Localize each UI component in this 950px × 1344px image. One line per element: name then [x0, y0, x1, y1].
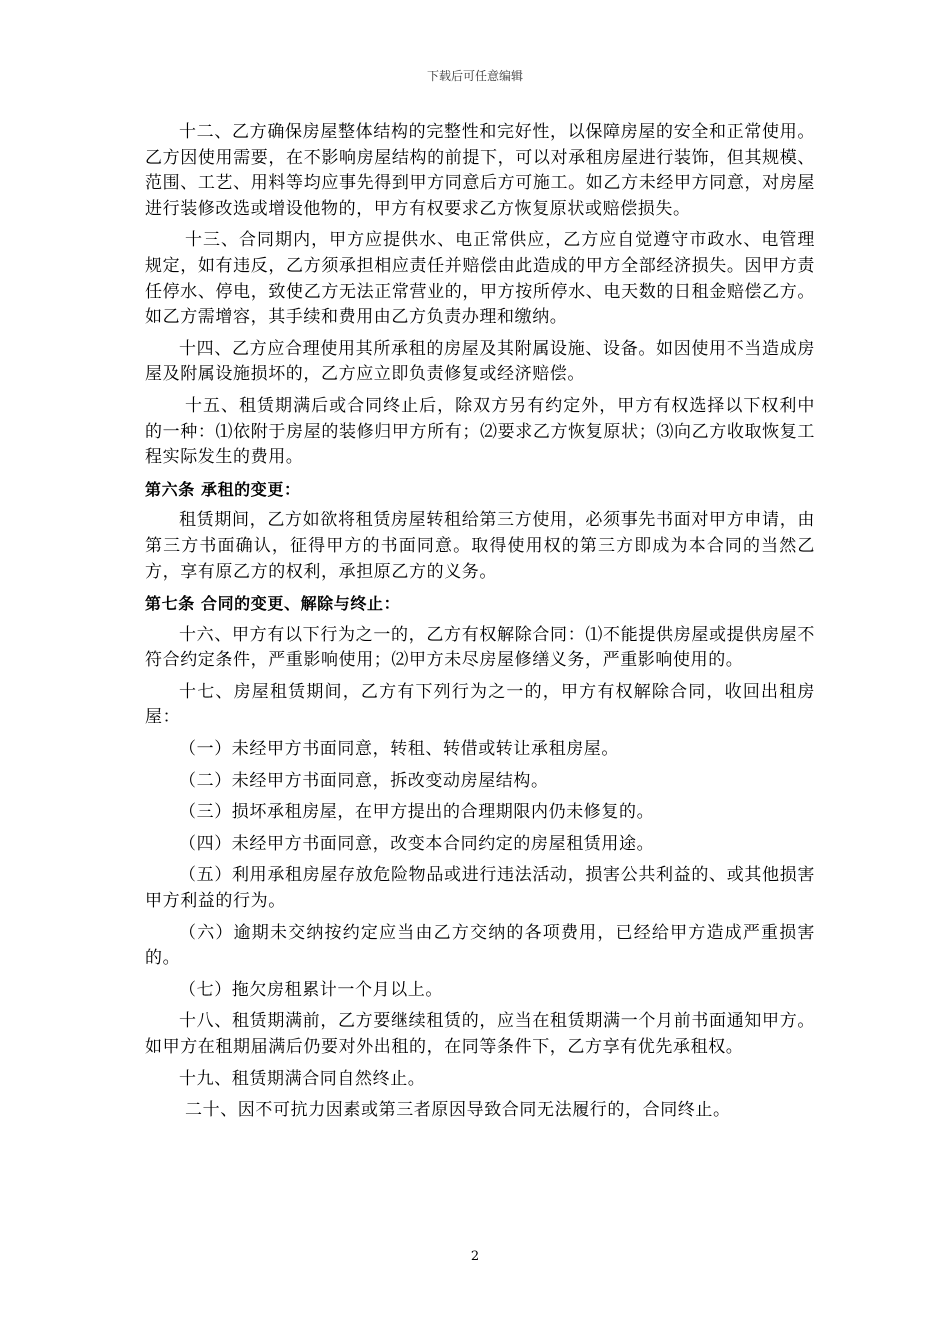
clause-17-item-2: （二）未经甲方书面同意，拆改变动房屋结构。 [179, 770, 549, 791]
clause-16: 十六、甲方有以下行为之一的，乙方有权解除合同：⑴不能提供房屋或提供房屋不符合约定条件，严重影响使用；⑵甲方未尽房屋修缮义务，严重影响使用的。 [145, 624, 815, 671]
clause-17: 十七、房屋租赁期间，乙方有下列行为之一的，甲方有权解除合同，收回出租房屋： [145, 681, 815, 728]
clause-17-item-1: （一）未经甲方书面同意，转租、转借或转让承租房屋。 [179, 739, 619, 760]
clause-17-item-6: （六）逾期未交纳按约定应当由乙方交纳的各项费用，已经给甲方造成严重损害的。 [145, 922, 815, 969]
clause-12: 十二、乙方确保房屋整体结构的完整性和完好性，以保障房屋的安全和正常使用。乙方因使用需要，在不影响房屋结构的前提下，可以对承租房屋进行装饰，但其规模、范围、工艺、用料等均应事先得到甲方同意后方可施工。如乙方未经甲方同意，对房屋进行装修改选或增设他物的，甲方有权要求乙方恢复原状或赔偿损失。 [145, 122, 815, 219]
page-number: 2 [470, 1249, 480, 1264]
clause-13: 十三、合同期内，甲方应提供水、电正常供应，乙方应自觉遵守市政水、电管理规定，如有违反，乙方须承担相应责任并赔偿由此造成的甲方全部经济损失。因甲方责任停水、停电，致使乙方无法正常营业的，甲方按所停水、电天数的日租金赔偿乙方。如乙方需增容，其手续和费用由乙方负责办理和缴纳。 [145, 230, 815, 328]
article-6-heading: 第六条 承租的变更： [145, 479, 301, 499]
clause-17-item-5: （五）利用承租房屋存放危险物品或进行违法活动，损害公共利益的、或其他损害甲方利益的行为。 [145, 865, 815, 912]
document-body [145, 120, 815, 1130]
clause-15: 十五、租赁期满后或合同终止后，除双方另有约定外，甲方有权选择以下权利中的一种：⑴依附于房屋的装修归甲方所有；⑵要求乙方恢复原状；⑶向乙方收取恢复工程实际发生的费用。 [145, 395, 815, 468]
article-6-body: 租赁期间，乙方如欲将租赁房屋转租给第三方使用，必须事先书面对甲方申请，由第三方书面确认，征得甲方的书面同意。取得使用权的第三方即成为本合同的当然乙方，享有原乙方的权利，承担原乙方的义务。 [145, 510, 815, 582]
clause-17-item-7: （七）拖欠房租累计一个月以上。 [179, 979, 443, 1000]
clause-18: 十八、租赁期满前，乙方要继续租赁的，应当在租赁期满一个月前书面通知甲方。如甲方在租期届满后仍要对外出租的，在同等条件下，乙方享有优先承租权。 [145, 1011, 815, 1057]
clause-17-item-3: （三）损坏承租房屋，在甲方提出的合理期限内仍未修复的。 [179, 802, 655, 823]
clause-19: 十九、租赁期满合同自然终止。 [179, 1068, 426, 1089]
clause-14: 十四、乙方应合理使用其所承租的房屋及其附属设施、设备。如因使用不当造成房屋及附属设施损坏的，乙方应立即负责修复或经济赔偿。 [145, 338, 815, 385]
article-7-heading: 第七条 合同的变更、解除与终止： [145, 594, 401, 614]
page-header: 下载后可任意编辑 [426, 69, 523, 83]
clause-17-item-4: （四）未经甲方书面同意，改变本合同约定的房屋租赁用途。 [179, 833, 655, 854]
clause-20: 二十、因不可抗力因素或第三者原因导致合同无法履行的，合同终止。 [185, 1100, 731, 1121]
